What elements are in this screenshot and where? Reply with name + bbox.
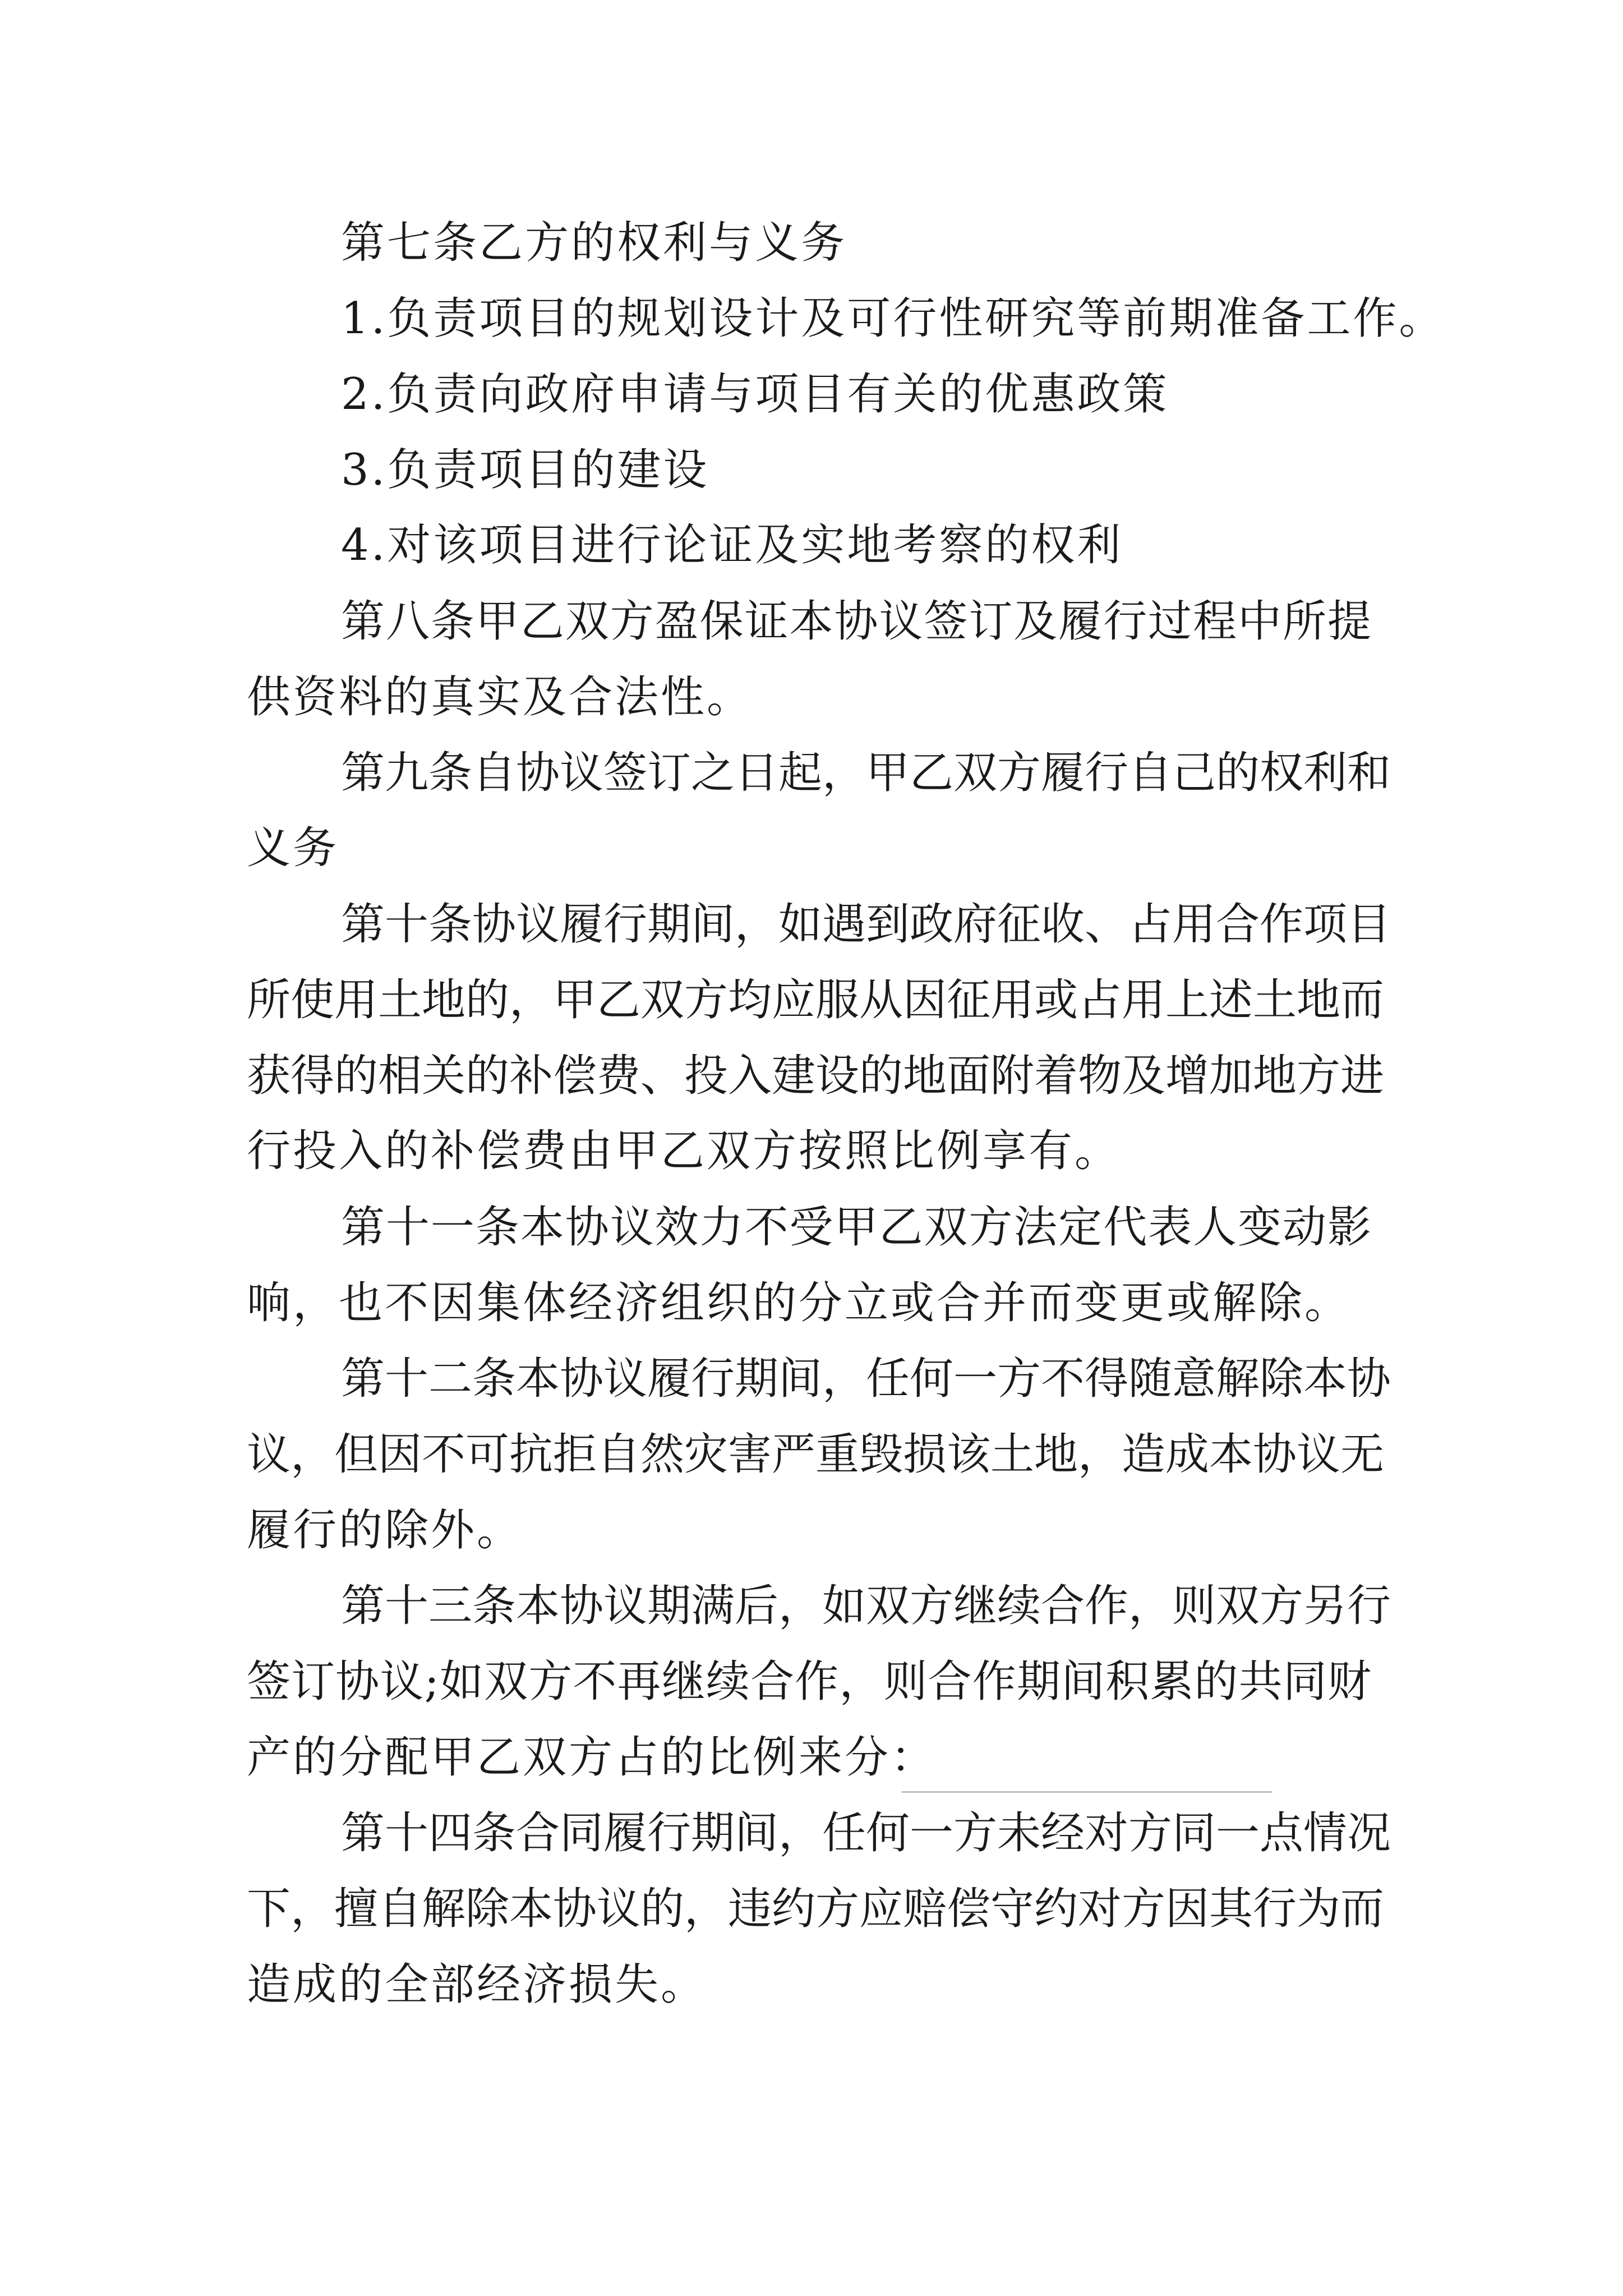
article-11-line-2: 响，也不因集体经济组织的分立或合并而变更或解除。 — [247, 1278, 1351, 1328]
article-13-line-2: 签订协议;如双方不再继续合作，则合作期间积累的共同财 — [247, 1657, 1371, 1707]
article-13-line-3: 产的分配甲乙双方占的比例来分： — [247, 1732, 937, 1783]
fill-in-blank-line — [902, 1791, 1272, 1793]
article-7-item-2: 2.负责向政府申请与项目有关的优惠政策 — [341, 369, 1169, 420]
article-14-line-1: 第十四条合同履行期间，任何一方未经对方同一点情况 — [341, 1808, 1391, 1858]
article-7-title: 第七条乙方的权利与义务 — [341, 218, 847, 268]
article-8-line-1: 第八条甲乙双方盈保证本协议签订及履行过程中所提 — [341, 596, 1371, 647]
article-14-line-3: 造成的全部经济损失。 — [247, 1959, 707, 2010]
article-12-line-2: 议，但因不可抗拒自然灾害严重毁损该土地，造成本协议无 — [247, 1429, 1385, 1480]
article-9-line-2: 义务 — [247, 823, 339, 873]
article-8-line-2: 供资料的真实及合法性。 — [247, 672, 753, 723]
article-10-line-4: 行投入的补偿费由甲乙双方按照比例享有。 — [247, 1126, 1121, 1176]
article-12-line-3: 履行的除外。 — [247, 1505, 523, 1556]
article-14-line-2: 下，擅自解除本协议的，违约方应赔偿守约对方因其行为而 — [247, 1884, 1385, 1934]
article-9-line-1: 第九条自协议签订之日起，甲乙双方履行自己的权利和 — [341, 748, 1391, 798]
article-7-item-3: 3.负责项目的建设 — [341, 445, 709, 495]
article-10-line-2: 所使用土地的，甲乙双方均应服从因征用或占用上述土地而 — [247, 975, 1385, 1025]
article-10-line-3: 获得的相关的补偿费、投入建设的地面附着物及增加地方进 — [247, 1051, 1385, 1101]
article-13-line-1: 第十三条本协议期满后，如双方继续合作，则双方另行 — [341, 1581, 1391, 1631]
article-10-line-1: 第十条协议履行期间，如遇到政府征收、占用合作项目 — [341, 899, 1391, 950]
article-11-line-1: 第十一条本协议效力不受甲乙双方法定代表人变动影 — [341, 1202, 1371, 1253]
article-7-item-4: 4.对该项目进行论证及实地考察的权利 — [341, 520, 1123, 570]
article-7-item-1: 1.负责项目的规划设计及可行性研究等前期准备工作。 — [341, 293, 1445, 344]
article-12-line-1: 第十二条本协议履行期间，任何一方不得随意解除本协 — [341, 1354, 1391, 1404]
